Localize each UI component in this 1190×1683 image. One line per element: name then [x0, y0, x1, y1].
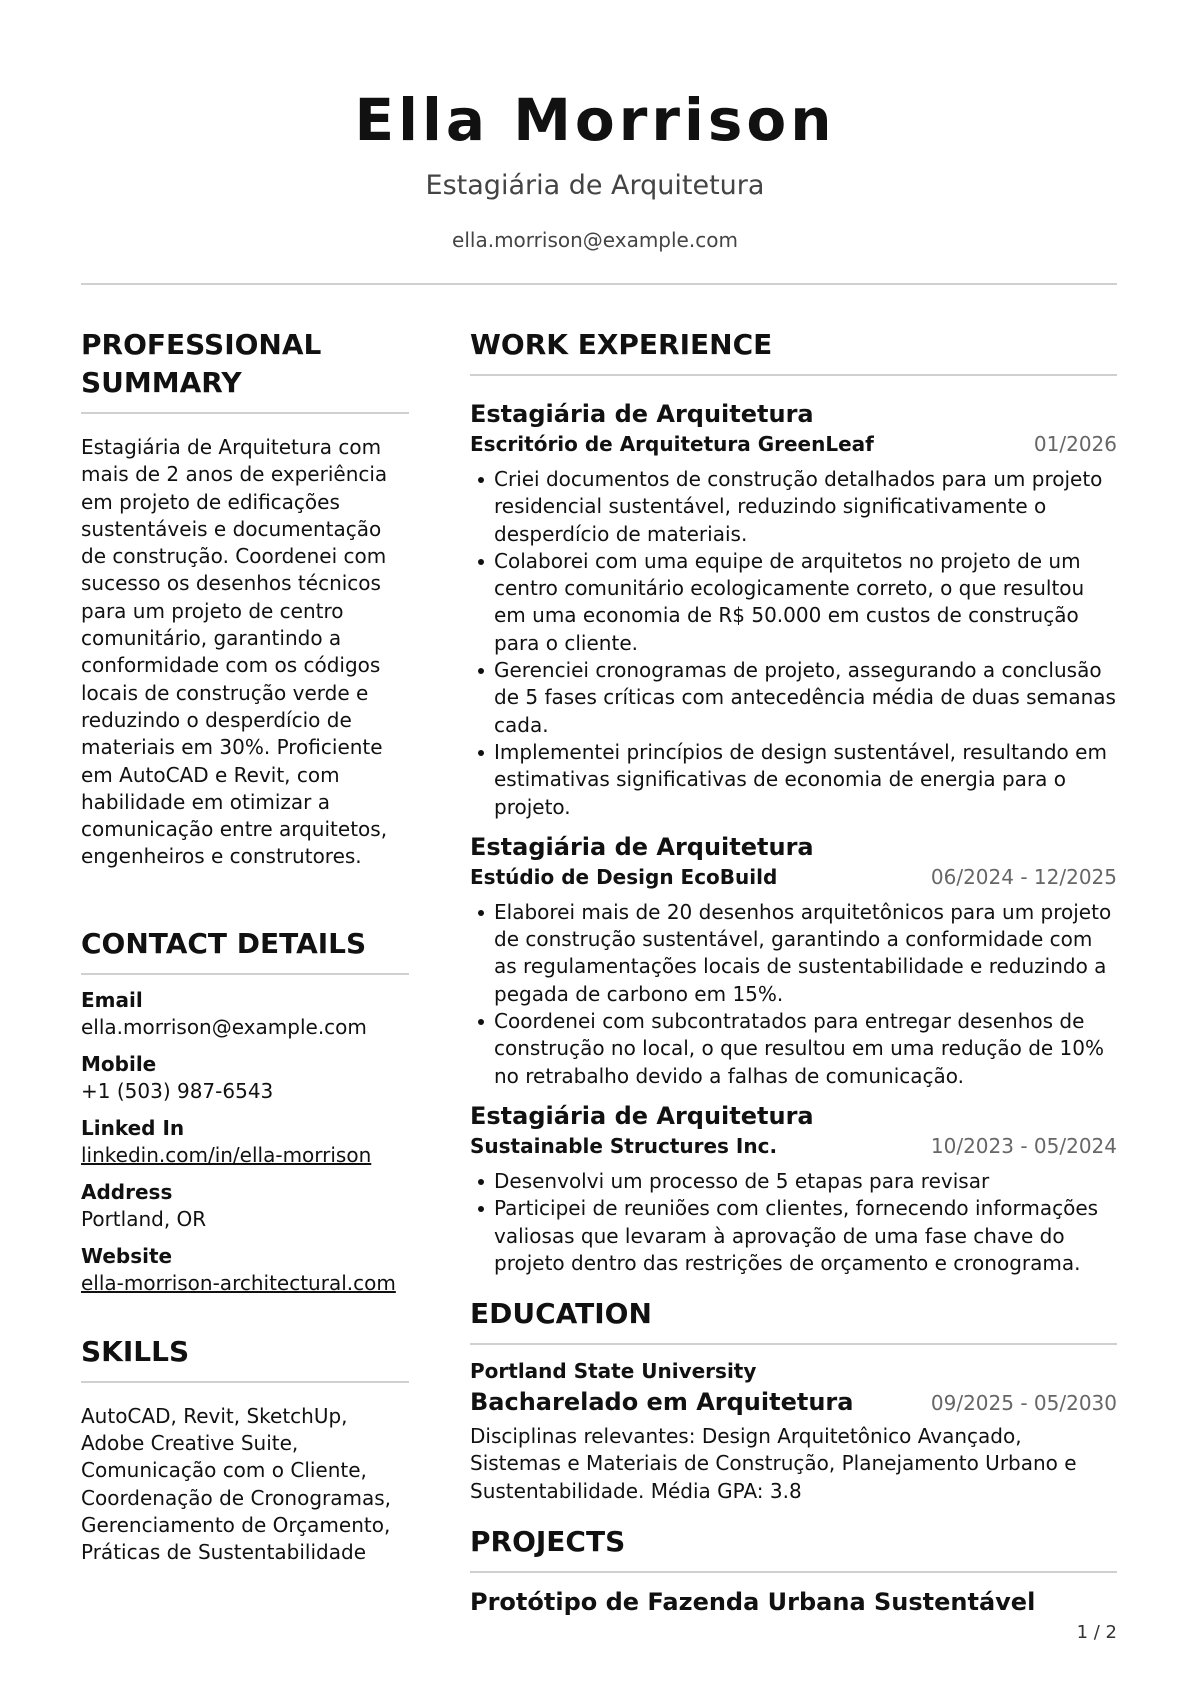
job-title: Estagiária de Arquitetura: [470, 400, 814, 428]
job-company: Sustainable Structures Inc.: [470, 1133, 778, 1158]
job-bullets: [470, 466, 1117, 821]
job-entry: [470, 398, 1117, 821]
contact-label: Linked In: [81, 1115, 185, 1140]
job-bullet: Participei de reuniões com clientes, fornecendo informações valiosas que levaram à aprovação de uma fase chave do projeto dentro das restrições de orçamento e cronograma.: [470, 1195, 1117, 1277]
job-bullet: Desenvolvi um processo de 5 etapas para revisar: [470, 1168, 1117, 1195]
summary-section: [81, 326, 409, 871]
job-meta: [470, 1132, 1117, 1160]
contact-section: [81, 925, 409, 1297]
projects-heading: PROJECTS: [470, 1523, 1117, 1573]
education-degree: Bacharelado em Arquitetura: [470, 1388, 854, 1417]
summary-heading: [81, 326, 409, 414]
contact-address: [81, 1179, 409, 1233]
contact-label: Website: [81, 1243, 173, 1268]
skills-section: [81, 1333, 409, 1567]
job-bullet: Coordenei com subcontratados para entregar desenhos de construção no local, o que resultou em uma redução de 10% no retrabalho devido a falhas de comunicação.: [470, 1008, 1117, 1090]
candidate-name: Ella Morrison: [354, 86, 836, 154]
education-description: Disciplinas relevantes: Design Arquitetônico Avançado, Sistemas e Materiais de Construção, Planejamento Urbano e Sustentabilidade. Média GPA: 3.8: [470, 1424, 1077, 1503]
contact-value: ella.morrison@example.com: [81, 1014, 367, 1039]
contact-email: [81, 987, 409, 1041]
education-dates: 09/2025 - 05/2030: [930, 1391, 1117, 1416]
work-section: [470, 326, 1117, 1277]
contact-label: Mobile: [81, 1051, 157, 1076]
job-bullet: Elaborei mais de 20 desenhos arquitetônicos para um projeto de construção sustentável, garantindo a conformidade com as regulamentações locais de sustentabilidade e reduzindo a pegada de carbono em 15%.: [470, 899, 1117, 1008]
skills-heading: SKILLS: [81, 1333, 409, 1383]
contact-value: +1 (503) 987-6543: [81, 1078, 274, 1103]
contact-linkedin: [81, 1115, 409, 1169]
linkedin-link[interactable]: linkedin.com/in/ella-morrison: [81, 1142, 372, 1167]
job-title: Estagiária de Arquitetura: [470, 832, 814, 861]
work-heading: WORK EXPERIENCE: [470, 326, 1117, 376]
contact-value: Portland, OR: [81, 1206, 207, 1231]
education-heading: EDUCATION: [470, 1295, 1117, 1345]
header-email: ella.morrison@example.com: [452, 228, 738, 252]
contact-label: Address: [81, 1179, 173, 1204]
job-dates: 06/2024 - 12/2025: [930, 864, 1117, 889]
job-title: Estagiária de Arquitetura: [470, 1101, 814, 1130]
job-meta: [470, 430, 1117, 458]
website-link[interactable]: ella-morrison-architectural.com: [81, 1270, 396, 1295]
contact-label: Email: [81, 987, 143, 1012]
summary-text: Estagiária de Arquitetura com mais de 2 anos de experiência em projeto de edificações sustentáveis e documentação de construção. Coordenei com sucesso os desenhos técnicos para um projeto de centro comunitário, garantindo a conformidade com os códigos locais de construção verde e reduzindo o desperdício de materiais em 30%. Proficiente em AutoCAD e Revit, com habilidade em otimizar a comunicação entre arquitetos, engenheiros e construtores.: [81, 435, 388, 869]
job-bullet: Colaborei com uma equipe de arquitetos no projeto de um centro comunitário ecologicamente correto, o que resultou em uma economia de R$ 50.000 em custos de construção para o cliente.: [470, 548, 1117, 657]
right-column: [470, 326, 1117, 1619]
header-divider: [81, 283, 1117, 285]
job-bullet: Criei documentos de construção detalhados para um projeto residencial sustentável, reduzindo significativamente o desperdício de materiais.: [470, 466, 1117, 548]
job-bullets: [470, 899, 1117, 1090]
contact-mobile: [81, 1051, 409, 1105]
page-number: 1 / 2: [1076, 1622, 1117, 1643]
summary-heading-line1: PROFESSIONAL: [81, 328, 322, 361]
job-meta: [470, 863, 1117, 891]
skills-text: AutoCAD, Revit, SketchUp, Adobe Creative Suite, Comunicação com o Cliente, Coordenação de Cronogramas, Gerenciamento de Orçamento, Práticas de Sustentabilidade: [81, 1403, 392, 1565]
left-column: [81, 326, 409, 1567]
job-bullets: [470, 1168, 1117, 1277]
job-entry: [470, 1100, 1117, 1277]
education-section: [470, 1295, 1117, 1505]
contact-heading: CONTACT DETAILS: [81, 925, 409, 975]
job-dates: 10/2023 - 05/2024: [930, 1133, 1117, 1158]
contact-website: [81, 1243, 409, 1297]
job-dates: 01/2026: [1033, 432, 1117, 456]
project-title: Protótipo de Fazenda Urbana Sustentável: [470, 1588, 1036, 1617]
job-bullet: Implementei princípios de design sustentável, resultando em estimativas significativas de economia de energia para o projeto.: [470, 739, 1117, 821]
projects-section: [470, 1523, 1117, 1619]
summary-heading-line2: SUMMARY: [81, 366, 242, 399]
contact-list: [81, 987, 409, 1297]
job-bullet: Gerenciei cronogramas de projeto, assegurando a conclusão de 5 fases críticas com antecedência média de duas semanas cada.: [470, 657, 1117, 739]
education-meta: [470, 1385, 1117, 1419]
job-company: Escritório de Arquitetura GreenLeaf: [470, 432, 874, 456]
job-entry: [470, 831, 1117, 1090]
candidate-title: Estagiária de Arquitetura: [425, 170, 765, 201]
education-school: Portland State University: [470, 1359, 757, 1384]
job-company: Estúdio de Design EcoBuild: [470, 864, 778, 889]
